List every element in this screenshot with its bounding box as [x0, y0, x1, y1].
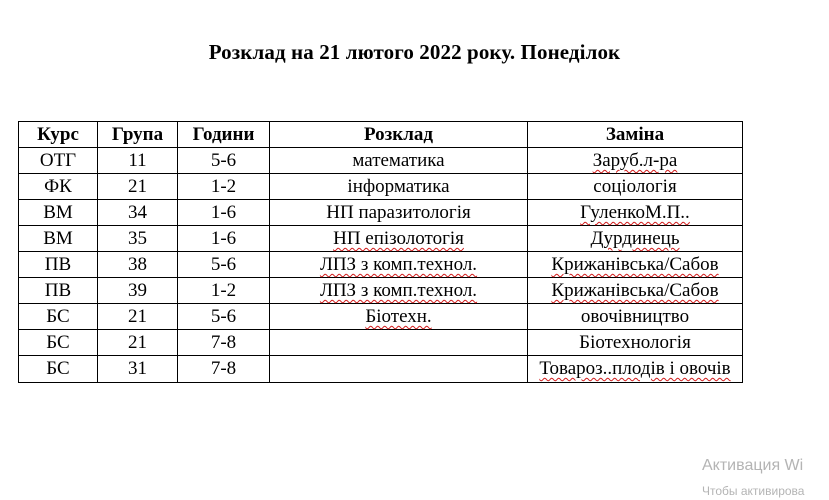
cell-replacement-text: Заруб.л-ра [592, 150, 678, 171]
cell-replacement [528, 200, 743, 226]
cell-replacement [528, 330, 743, 356]
cell-course: ФК [19, 174, 98, 200]
cell-course: БС [19, 304, 98, 330]
cell-replacement-text: Товароз..плодів і овочів [539, 358, 731, 379]
cell-schedule-text: НП епізолотогія [333, 228, 464, 249]
cell-hours: 1-6 [178, 226, 270, 252]
header-hours: Години [178, 122, 270, 148]
cell-schedule [270, 278, 528, 304]
cell-schedule-text: ЛПЗ з комп.технол. [319, 254, 478, 275]
cell-group: 35 [98, 226, 178, 252]
table-row [19, 278, 743, 304]
cell-hours: 7-8 [178, 330, 270, 356]
cell-course: БС [19, 356, 98, 383]
header-group: Група [98, 122, 178, 148]
cell-schedule [270, 148, 528, 174]
cell-schedule [270, 252, 528, 278]
cell-course: ВМ [19, 200, 98, 226]
cell-replacement-text: ГуленкоМ.П.. [580, 202, 690, 223]
header-replacement: Заміна [528, 122, 743, 148]
watermark-subtitle: Чтобы активирова [702, 484, 805, 498]
cell-schedule [270, 330, 528, 356]
page-title: Розклад на 21 лютого 2022 року. Понеділок [208, 40, 621, 64]
table-row [19, 330, 743, 356]
cell-hours: 1-2 [178, 174, 270, 200]
cell-replacement-text: Крижанівська/Сабов [551, 280, 719, 301]
cell-schedule-text: інформатика [347, 176, 450, 197]
cell-schedule-text: НП паразитологія [326, 202, 471, 223]
cell-hours: 5-6 [178, 252, 270, 278]
cell-replacement [528, 356, 743, 383]
cell-replacement [528, 252, 743, 278]
cell-schedule-text: математика [352, 150, 445, 171]
cell-schedule [270, 200, 528, 226]
cell-group: 11 [98, 148, 178, 174]
table-row [19, 226, 743, 252]
table-row [19, 252, 743, 278]
cell-schedule [270, 356, 528, 383]
cell-schedule-text: Біотехн. [365, 306, 432, 327]
cell-replacement-text: соціологія [593, 176, 677, 197]
cell-replacement-text: овочівництво [580, 306, 690, 327]
header-schedule: Розклад [270, 122, 528, 148]
table-header-row [19, 122, 743, 148]
cell-group: 31 [98, 356, 178, 383]
cell-replacement [528, 174, 743, 200]
cell-replacement-text: Біотехнологія [579, 332, 691, 353]
table-row [19, 148, 743, 174]
cell-course: ОТГ [19, 148, 98, 174]
header-course: Курс [19, 122, 98, 148]
cell-hours: 1-6 [178, 200, 270, 226]
cell-replacement [528, 226, 743, 252]
cell-group: 38 [98, 252, 178, 278]
cell-course: ВМ [19, 226, 98, 252]
cell-group: 34 [98, 200, 178, 226]
schedule-table [18, 121, 743, 383]
cell-hours: 1-2 [178, 278, 270, 304]
cell-hours: 7-8 [178, 356, 270, 383]
cell-schedule [270, 174, 528, 200]
cell-group: 21 [98, 304, 178, 330]
cell-schedule-text: ЛПЗ з комп.технол. [319, 280, 478, 301]
cell-hours: 5-6 [178, 148, 270, 174]
cell-replacement [528, 304, 743, 330]
table-row [19, 174, 743, 200]
cell-hours: 5-6 [178, 304, 270, 330]
cell-course: ПВ [19, 278, 98, 304]
table-row [19, 304, 743, 330]
cell-replacement-text: Дурдинець [590, 228, 680, 249]
cell-replacement-text: Крижанівська/Сабов [551, 254, 719, 275]
table-row [19, 200, 743, 226]
table-row [19, 356, 743, 383]
cell-replacement [528, 148, 743, 174]
cell-course: ПВ [19, 252, 98, 278]
cell-group: 21 [98, 174, 178, 200]
cell-replacement [528, 278, 743, 304]
windows-activation-watermark [702, 456, 804, 500]
cell-group: 21 [98, 330, 178, 356]
watermark-title: Активация Wi [702, 457, 804, 474]
cell-schedule [270, 226, 528, 252]
cell-group: 39 [98, 278, 178, 304]
cell-course: БС [19, 330, 98, 356]
cell-schedule [270, 304, 528, 330]
